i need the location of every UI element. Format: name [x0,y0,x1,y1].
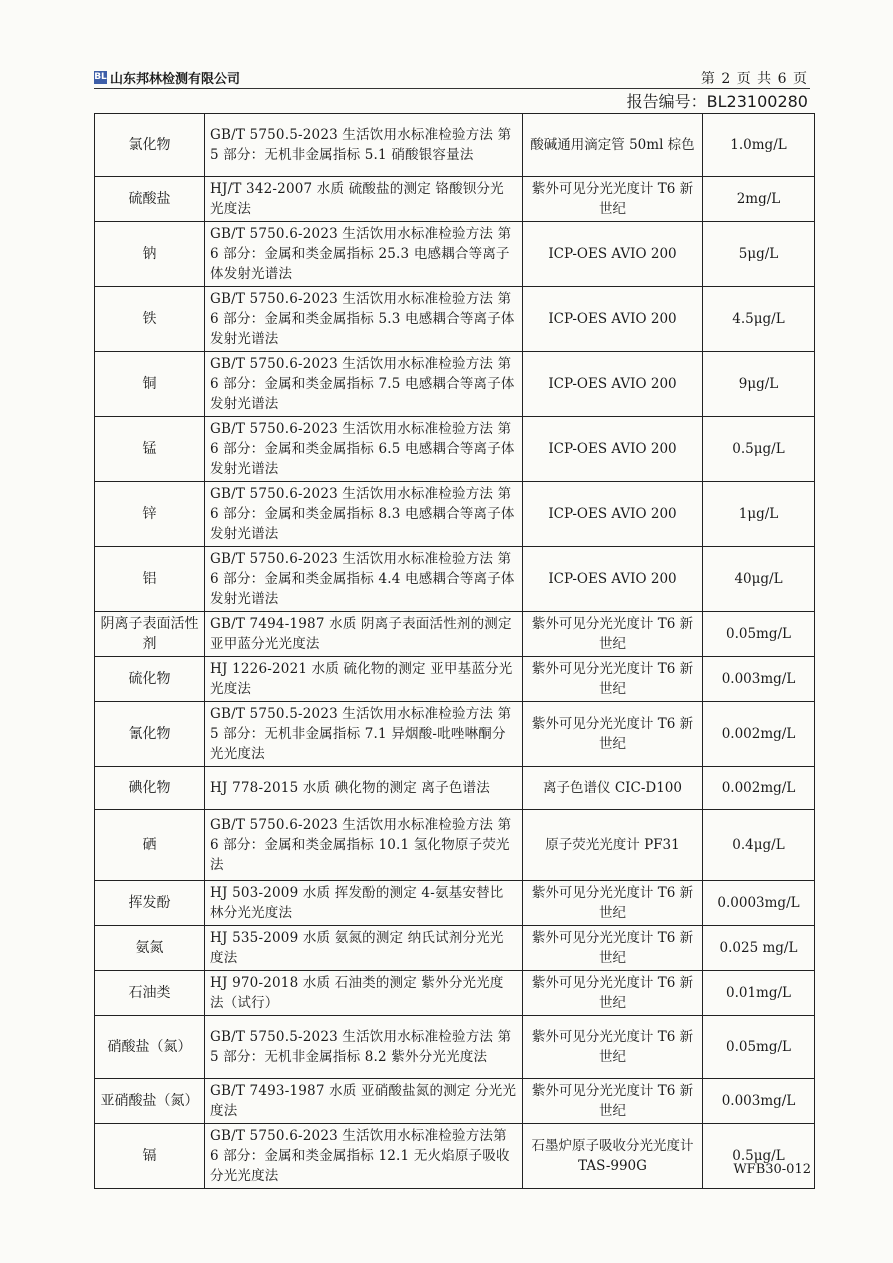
company-name-text: 山东邦林检测有限公司 [110,72,241,87]
table-row [95,1016,815,1079]
test-item-cell: 钠 [95,222,205,287]
page-header [94,66,810,89]
test-item-cell: 硒 [95,810,205,881]
table-row [95,287,815,352]
test-methods-table [94,113,815,1189]
detection-limit-cell: 0.003mg/L [703,657,815,702]
table-row [95,222,815,287]
instrument-cell: 紫外可见分光光度计 T6 新世纪 [523,971,703,1016]
test-item-cell: 亚硝酸盐（氮） [95,1079,205,1124]
test-item-cell: 镉 [95,1124,205,1189]
table-row [95,612,815,657]
method-cell: GB/T 5750.6-2023 生活饮用水标准检验方法 第 6 部分：金属和类金属指标 4.4 电感耦合等离子体发射光谱法 [205,547,523,612]
test-item-cell: 碘化物 [95,767,205,810]
company-logo-icon: BL [94,72,107,82]
instrument-cell: 紫外可见分光光度计 T6 新世纪 [523,702,703,767]
table-row [95,926,815,971]
detection-limit-cell: 0.002mg/L [703,702,815,767]
method-cell: GB/T 7494-1987 水质 阴离子表面活性剂的测定 亚甲蓝分光光度法 [205,612,523,657]
test-item-cell: 挥发酚 [95,881,205,926]
method-cell: HJ 503-2009 水质 挥发酚的测定 4-氨基安替比林分光光度法 [205,881,523,926]
method-cell: GB/T 5750.5-2023 生活饮用水标准检验方法 第 5 部分：无机非金属指标 5.1 硝酸银容量法 [205,114,523,177]
method-cell: GB/T 5750.6-2023 生活饮用水标准检验方法 第 6 部分：金属和类金属指标 6.5 电感耦合等离子体发射光谱法 [205,417,523,482]
method-cell: GB/T 5750.5-2023 生活饮用水标准检验方法 第 5 部分：无机非金属指标 8.2 紫外分光光度法 [205,1016,523,1079]
test-item-cell: 铁 [95,287,205,352]
table-row [95,810,815,881]
table-row [95,114,815,177]
detection-limit-cell: 0.5μg/L [703,417,815,482]
table-row [95,417,815,482]
method-cell: GB/T 5750.6-2023 生活饮用水标准检验方法 第 6 部分：金属和类金属指标 25.3 电感耦合等离子体发射光谱法 [205,222,523,287]
instrument-cell: ICP-OES AVIO 200 [523,352,703,417]
detection-limit-cell: 4.5μg/L [703,287,815,352]
method-cell: GB/T 5750.5-2023 生活饮用水标准检验方法 第 5 部分：无机非金属指标 7.1 异烟酸-吡唑啉酮分光光度法 [205,702,523,767]
table-row [95,352,815,417]
report-number: 报告编号：BL23100280 [626,92,808,111]
table-row [95,1079,815,1124]
instrument-cell: ICP-OES AVIO 200 [523,287,703,352]
detection-limit-cell: 0.4μg/L [703,810,815,881]
test-item-cell: 石油类 [95,971,205,1016]
instrument-cell: 原子荧光光度计 PF31 [523,810,703,881]
test-item-cell: 铝 [95,547,205,612]
table-row [95,657,815,702]
test-item-cell: 硫化物 [95,657,205,702]
instrument-cell: 紫外可见分光光度计 T6 新世纪 [523,1016,703,1079]
method-cell: HJ 1226-2021 水质 硫化物的测定 亚甲基蓝分光光度法 [205,657,523,702]
detection-limit-cell: 40μg/L [703,547,815,612]
instrument-cell: ICP-OES AVIO 200 [523,482,703,547]
table-row [95,177,815,222]
detection-limit-cell: 5μg/L [703,222,815,287]
test-item-cell: 硝酸盐（氮） [95,1016,205,1079]
detection-limit-cell: 0.05mg/L [703,612,815,657]
table-row [95,767,815,810]
instrument-cell: ICP-OES AVIO 200 [523,417,703,482]
page-number: 第 2 页 共 6 页 [700,71,808,87]
detection-limit-cell: 0.025 mg/L [703,926,815,971]
detection-limit-cell: 2mg/L [703,177,815,222]
test-item-cell: 锰 [95,417,205,482]
instrument-cell: 离子色谱仪 CIC-D100 [523,767,703,810]
method-cell: GB/T 5750.6-2023 生活饮用水标准检验方法 第 6 部分：金属和类金属指标 7.5 电感耦合等离子体发射光谱法 [205,352,523,417]
method-cell: GB/T 5750.6-2023 生活饮用水标准检验方法 第 6 部分：金属和类金属指标 10.1 氢化物原子荧光法 [205,810,523,881]
detection-limit-cell: 0.002mg/L [703,767,815,810]
instrument-cell: 石墨炉原子吸收分光光度计 TAS-990G [523,1124,703,1189]
test-item-cell: 氨氮 [95,926,205,971]
detection-limit-cell: 1μg/L [703,482,815,547]
instrument-cell: ICP-OES AVIO 200 [523,222,703,287]
detection-limit-cell: 1.0mg/L [703,114,815,177]
method-cell: GB/T 5750.6-2023 生活饮用水标准检验方法 第 6 部分：金属和类金属指标 8.3 电感耦合等离子体发射光谱法 [205,482,523,547]
method-cell: GB/T 5750.6-2023 生活饮用水标准检验方法 第 6 部分：金属和类金属指标 5.3 电感耦合等离子体发射光谱法 [205,287,523,352]
detection-limit-cell: 0.5μg/L [703,1124,815,1189]
company-name [94,68,240,87]
table-row [95,482,815,547]
method-cell: HJ 535-2009 水质 氨氮的测定 纳氏试剂分光光度法 [205,926,523,971]
test-item-cell: 氯化物 [95,114,205,177]
detection-limit-cell: 0.01mg/L [703,971,815,1016]
test-item-cell: 锌 [95,482,205,547]
method-cell: GB/T 5750.6-2023 生活饮用水标准检验方法第 6 部分：金属和类金属指标 12.1 无火焰原子吸收分光光度法 [205,1124,523,1189]
instrument-cell: 紫外可见分光光度计 T6 新世纪 [523,881,703,926]
detection-limit-cell: 9μg/L [703,352,815,417]
table-row [95,881,815,926]
instrument-cell: 紫外可见分光光度计 T6 新世纪 [523,1079,703,1124]
instrument-cell: 紫外可见分光光度计 T6 新世纪 [523,177,703,222]
instrument-cell: 酸碱通用滴定管 50ml 棕色 [523,114,703,177]
table-row [95,547,815,612]
method-cell: HJ 970-2018 水质 石油类的测定 紫外分光光度法（试行） [205,971,523,1016]
form-code: WFB30-012 [733,1162,811,1177]
test-item-cell: 氰化物 [95,702,205,767]
test-item-cell: 铜 [95,352,205,417]
method-cell: HJ 778-2015 水质 碘化物的测定 离子色谱法 [205,767,523,810]
instrument-cell: 紫外可见分光光度计 T6 新世纪 [523,612,703,657]
table-row [95,702,815,767]
table-row [95,971,815,1016]
table-row [95,1124,815,1189]
test-item-cell: 硫酸盐 [95,177,205,222]
instrument-cell: 紫外可见分光光度计 T6 新世纪 [523,926,703,971]
detection-limit-cell: 0.003mg/L [703,1079,815,1124]
method-cell: GB/T 7493-1987 水质 亚硝酸盐氮的测定 分光光度法 [205,1079,523,1124]
instrument-cell: ICP-OES AVIO 200 [523,547,703,612]
test-item-cell: 阴离子表面活性剂 [95,612,205,657]
detection-limit-cell: 0.05mg/L [703,1016,815,1079]
instrument-cell: 紫外可见分光光度计 T6 新世纪 [523,657,703,702]
method-cell: HJ/T 342-2007 水质 硫酸盐的测定 铬酸钡分光光度法 [205,177,523,222]
detection-limit-cell: 0.0003mg/L [703,881,815,926]
